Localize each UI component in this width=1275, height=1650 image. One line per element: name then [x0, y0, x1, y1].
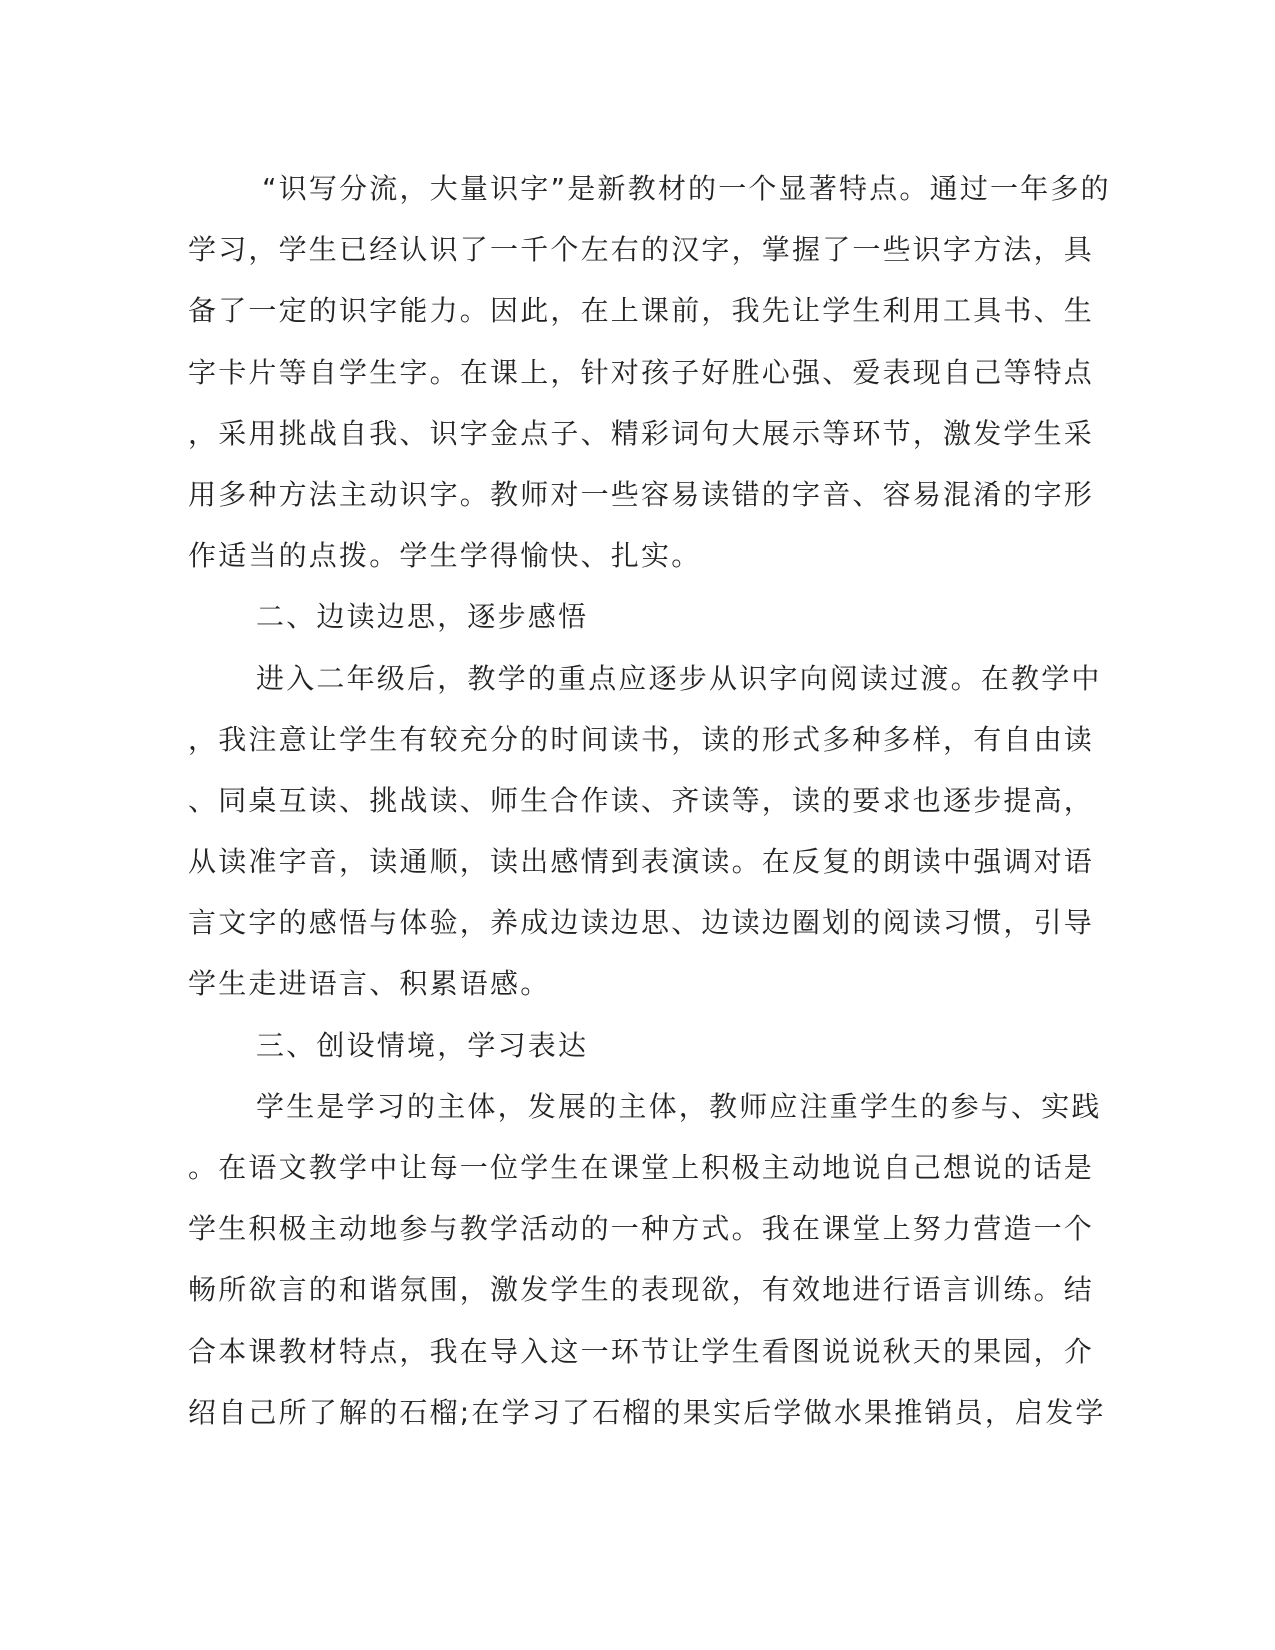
paragraph-line: 学生是学习的主体，发展的主体，教师应注重学生的参与、实践: [256, 1089, 1102, 1123]
paragraph-line: 字卡片等自学生字。在课上，针对孩子好胜心强、爱表现自己等特点: [188, 355, 1095, 389]
paragraph-line: 学习，学生已经认识了一千个左右的汉字，掌握了一些识字方法，具: [188, 233, 1095, 267]
document-body: [188, 158, 1111, 1443]
paragraph-line: 进入二年级后，教学的重点应逐步从识字向阅读过渡。在教学中: [256, 661, 1102, 695]
paragraph-line: 畅所欲言的和谐氛围，激发学生的表现欲，有效地进行语言训练。结: [188, 1273, 1095, 1307]
paragraph-line: ，采用挑战自我、识字金点子、精彩词句大展示等环节，激发学生采: [188, 416, 1095, 450]
paragraph-line: “识写分流，大量识字”是新教材的一个显著特点。通过一年多的: [262, 172, 1111, 205]
section-heading: 三、创设情境，学习表达: [256, 1028, 589, 1062]
paragraph-line: 作适当的点拨。学生学得愉快、扎实。: [188, 539, 702, 573]
paragraph-line: 备了一定的识字能力。因此，在上课前，我先让学生利用工具书、生: [188, 294, 1095, 328]
paragraph-line: 学生积极主动地参与教学活动的一种方式。我在课堂上努力营造一个: [188, 1212, 1095, 1246]
paragraph-line: 用多种方法主动识字。教师对一些容易读错的字音、容易混淆的字形: [188, 477, 1095, 511]
paragraph-line: ，我注意让学生有较充分的时间读书，读的形式多种多样，有自由读: [188, 722, 1095, 756]
paragraph-line: 、同桌互读、挑战读、师生合作读、齐读等，读的要求也逐步提高，: [188, 783, 1095, 817]
paragraph-line: 绍自己所了解的石榴;在学习了石榴的果实后学做水果推销员，启发学: [188, 1395, 1106, 1429]
section-heading: 二、边读边思，逐步感悟: [256, 600, 589, 634]
paragraph-line: 合本课教材特点，我在导入这一环节让学生看图说说秋天的果园，介: [188, 1334, 1095, 1368]
paragraph-line: 学生走进语言、积累语感。: [188, 967, 551, 1001]
paragraph-line: 从读准字音，读通顺，读出感情到表演读。在反复的朗读中强调对语: [188, 845, 1095, 879]
paragraph-line: 。在语文教学中让每一位学生在课堂上积极主动地说自己想说的话是: [188, 1151, 1095, 1184]
paragraph-line: 言文字的感悟与体验，养成边读边思、边读边圈划的阅读习惯，引导: [188, 906, 1095, 940]
